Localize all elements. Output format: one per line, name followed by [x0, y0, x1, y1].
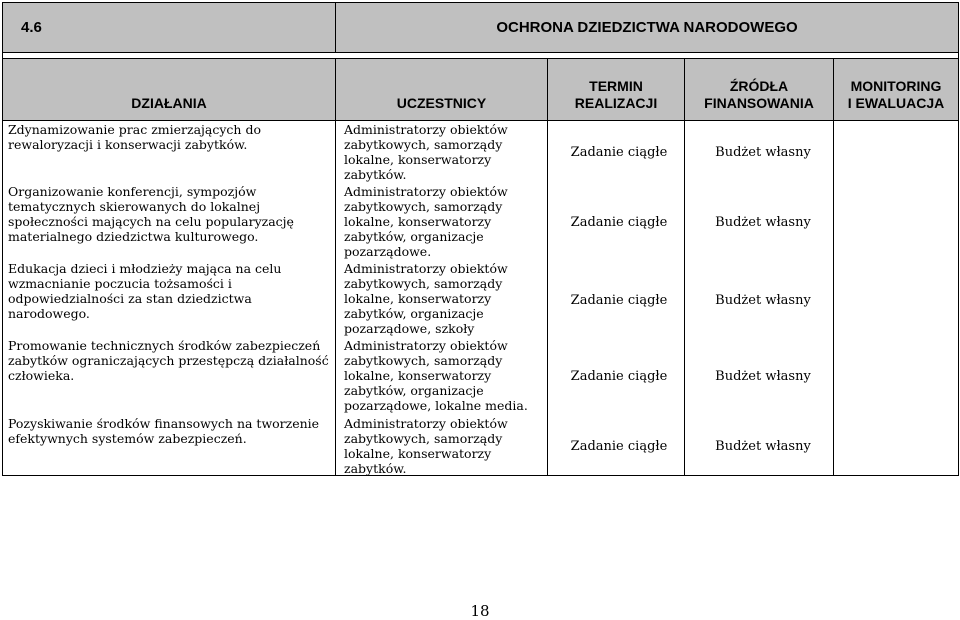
source-text: Budżet własny [715, 439, 811, 454]
participants-text: Administratorzy obiektów zabytkowych, samorządy lokalne, konserwatorzy zabytków, organizacje pozarządowe, szkoły [344, 261, 508, 336]
header-monitoring: MONITORING I EWALUACJA [834, 59, 959, 121]
source-text: Budżet własny [715, 215, 811, 230]
header-sources: ŹRÓDŁA FINANSOWANIA [685, 59, 834, 121]
participants-text: Administratorzy obiektów zabytkowych, samorządy lokalne, konserwatorzy zabytków, organizacje pozarządowe. [344, 184, 508, 259]
participants-text: Administratorzy obiektów zabytkowych, samorządy lokalne, konserwatorzy zabytków, organizacje pozarządowe, lokalne media. [344, 338, 528, 413]
source-text: Budżet własny [715, 369, 811, 384]
source-text: Budżet własny [715, 145, 811, 160]
term-text: Zadanie ciągłe [570, 145, 668, 160]
monitoring-column [834, 121, 959, 476]
term-text: Zadanie ciągłe [570, 439, 668, 454]
program-table-sheet [2, 2, 958, 476]
action-text: Promowanie technicznych środków zabezpieczeń zabytków ograniczających przestępczą działalność człowieka. [8, 338, 329, 383]
action-text: Edukacja dzieci i młodzieży mająca na celu wzmacnianie poczucia tożsamości i odpowiedzialności za stan dziedzictwa narodowego. [8, 261, 282, 321]
term-text: Zadanie ciągłe [570, 293, 668, 308]
section-title: OCHRONA DZIEDZICTWA NARODOWEGO [336, 3, 959, 53]
header-participants: UCZESTNICY [336, 59, 548, 121]
page-number: 18 [470, 602, 490, 620]
participants-text: Administratorzy obiektów zabytkowych, samorządy lokalne, konserwatorzy zabytków. [344, 416, 508, 476]
action-text: Pozyskiwanie środków finansowych na tworzenie efektywnych systemów zabezpieczeń. [8, 416, 320, 446]
section-header-row [3, 3, 959, 53]
action-text: Zdynamizowanie prac zmierzających do rewaloryzacji i konserwacji zabytków. [8, 122, 261, 152]
column-header-row [3, 59, 959, 121]
term-text: Zadanie ciągłe [570, 369, 668, 384]
header-term: TERMIN REALIZACJI [548, 59, 685, 121]
term-text: Zadanie ciągłe [570, 215, 668, 230]
header-actions: DZIAŁANIA [3, 59, 336, 121]
participants-text: Administratorzy obiektów zabytkowych, samorządy lokalne, konserwatorzy zabytków. [344, 122, 508, 182]
source-text: Budżet własny [715, 293, 811, 308]
section-number: 4.6 [3, 3, 336, 53]
action-text: Organizowanie konferencji, sympozjów tematycznych skierowanych do lokalnej społeczności mających na celu popularyzację materialnego dziedzictwa kulturowego. [8, 184, 294, 244]
